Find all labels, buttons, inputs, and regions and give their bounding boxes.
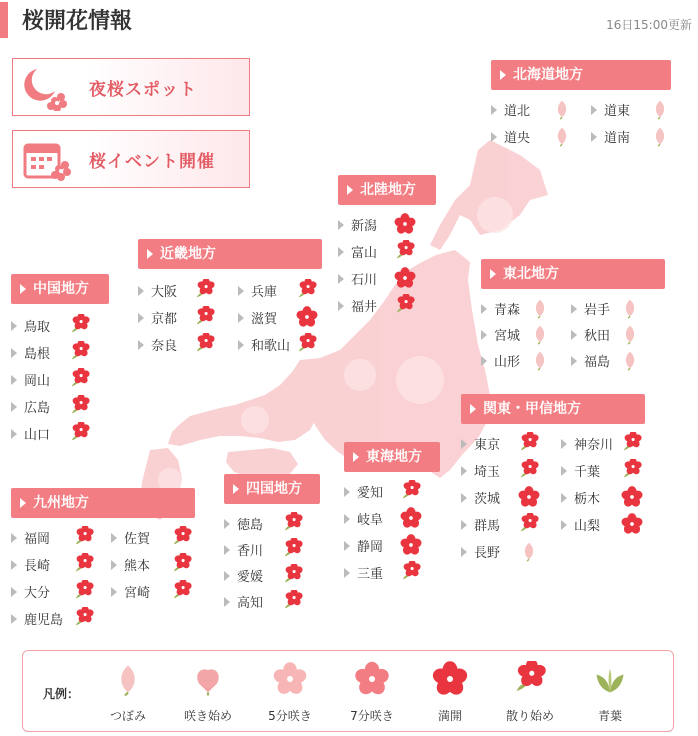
- pref-item[interactable]: 福島: [571, 349, 651, 375]
- pref-item[interactable]: 京都: [138, 306, 228, 332]
- arrow-icon: [344, 568, 350, 578]
- legend-item: [415, 661, 485, 727]
- pref-item[interactable]: 山梨: [561, 513, 645, 539]
- region-hokuriku: [338, 175, 436, 325]
- arrow-icon: [338, 220, 344, 230]
- arrow-icon: [491, 132, 497, 142]
- arrow-icon: [111, 533, 117, 543]
- legend-label: 散り始め: [505, 709, 554, 723]
- sakura-event-button[interactable]: [12, 130, 250, 188]
- pref-item[interactable]: 鹿児島: [11, 607, 103, 633]
- arrow-right-icon: [490, 269, 496, 279]
- arrow-icon: [238, 340, 244, 350]
- pref-item[interactable]: 神奈川: [561, 432, 645, 458]
- falling-blossom-icon: [194, 306, 216, 328]
- pref-item[interactable]: 徳島: [224, 512, 314, 538]
- bud-icon: [110, 661, 146, 697]
- falling-blossom-icon: [194, 279, 216, 301]
- pref-item[interactable]: 新潟: [338, 213, 428, 239]
- arrow-icon: [338, 301, 344, 311]
- pref-item[interactable]: 香川: [224, 538, 314, 564]
- falling-blossom-icon: [69, 422, 91, 444]
- falling-blossom-icon: [296, 333, 318, 355]
- arrow-icon: [11, 321, 17, 331]
- arrow-icon: [344, 487, 350, 497]
- pref-item[interactable]: 東京: [461, 432, 551, 458]
- pref-item[interactable]: 愛媛: [224, 564, 314, 590]
- region-kinki: [138, 239, 322, 359]
- arrow-right-icon: [233, 484, 239, 494]
- arrow-icon: [491, 105, 497, 115]
- sakura-event-label: 桜イベント開催: [89, 152, 215, 172]
- falling-blossom-icon: [73, 553, 95, 575]
- pref-item[interactable]: 和歌山: [238, 333, 322, 359]
- falling-blossom-icon: [394, 240, 416, 262]
- falling-blossom-icon: [171, 580, 193, 602]
- arrow-icon: [111, 587, 117, 597]
- full-bloom-icon: [432, 661, 468, 697]
- arrow-icon: [461, 520, 467, 530]
- falling-blossom-icon: [69, 314, 91, 336]
- arrow-icon: [561, 520, 567, 530]
- arrow-icon: [238, 286, 244, 296]
- falling-blossom-icon: [171, 526, 193, 548]
- arrow-icon: [11, 560, 17, 570]
- pref-item[interactable]: 道北: [491, 98, 571, 124]
- legend-label: 5分咲き: [268, 709, 312, 723]
- arrow-icon: [11, 533, 17, 543]
- falling-blossom-icon: [282, 538, 304, 560]
- pref-item[interactable]: 千葉: [561, 459, 645, 485]
- bud-icon: [619, 349, 641, 371]
- full-bloom-icon: [518, 486, 540, 508]
- arrow-icon: [11, 614, 17, 624]
- region-tohoku: [481, 259, 665, 379]
- legend-title: 凡例：: [43, 687, 80, 701]
- pref-item[interactable]: 秋田: [571, 323, 651, 349]
- falling-blossom-icon: [171, 553, 193, 575]
- full-bloom-icon: [621, 513, 643, 535]
- region-header-tohoku[interactable]: 東北地方: [481, 259, 665, 289]
- legend-item: [337, 661, 407, 727]
- pref-item[interactable]: 熊本: [111, 553, 195, 579]
- pref-item[interactable]: 青森: [481, 297, 561, 323]
- legend-label: 満開: [437, 709, 462, 723]
- full-bloom-icon: [400, 534, 422, 556]
- night-sakura-spot-label: 夜桜スポット: [89, 80, 197, 100]
- legend-label: 青葉: [597, 709, 622, 723]
- arrow-icon: [138, 286, 144, 296]
- full-bloom-icon: [296, 306, 318, 328]
- arrow-icon: [481, 356, 487, 366]
- region-header-kyushu[interactable]: 九州地方: [11, 488, 195, 518]
- legend-item: [255, 661, 325, 727]
- pref-item[interactable]: 佐賀: [111, 526, 195, 552]
- pref-item[interactable]: 山形: [481, 349, 561, 375]
- arrow-icon: [138, 313, 144, 323]
- arrow-right-icon: [500, 70, 506, 80]
- legend-item: [495, 661, 565, 727]
- pref-item[interactable]: 広島: [11, 395, 101, 421]
- arrow-icon: [344, 541, 350, 551]
- bud-icon: [619, 323, 641, 345]
- legend-item: [93, 661, 163, 727]
- arrow-icon: [561, 493, 567, 503]
- arrow-icon: [461, 547, 467, 557]
- falling-blossom-icon: [282, 512, 304, 534]
- full-bloom-icon: [621, 486, 643, 508]
- arrow-right-icon: [470, 404, 476, 414]
- pref-item[interactable]: 大分: [11, 580, 103, 606]
- pref-item[interactable]: 道東: [591, 98, 671, 124]
- falling-blossom-icon: [518, 459, 540, 481]
- region-header-hokuriku[interactable]: 北陸地方: [338, 175, 436, 205]
- arrow-right-icon: [353, 452, 359, 462]
- arrow-icon: [11, 429, 17, 439]
- calendar-blossom-icon: [21, 137, 73, 183]
- full-bloom-icon: [400, 507, 422, 529]
- pref-item[interactable]: 埼玉: [461, 459, 551, 485]
- legend-label: 7分咲き: [350, 709, 394, 723]
- arrow-icon: [224, 597, 230, 607]
- falling-blossom-icon: [73, 607, 95, 629]
- bud-icon: [529, 349, 551, 371]
- falling-blossom-icon: [394, 294, 416, 316]
- falling-blossom-icon: [73, 580, 95, 602]
- bud-icon: [649, 125, 671, 147]
- falling-blossom-icon: [282, 590, 304, 612]
- arrow-icon: [561, 439, 567, 449]
- night-sakura-spot-button[interactable]: [12, 58, 250, 116]
- pref-item[interactable]: 兵庫: [238, 279, 322, 305]
- pref-item[interactable]: 茨城: [461, 486, 551, 512]
- update-time: 16日15:00更新: [606, 18, 692, 32]
- half-bloom-icon: [272, 661, 308, 697]
- region-shikoku: [224, 474, 320, 624]
- falling-blossom-icon: [400, 561, 422, 583]
- falling-blossom-icon: [69, 395, 91, 417]
- pref-item[interactable]: 岩手: [571, 297, 651, 323]
- falling-blossom-icon: [282, 564, 304, 586]
- full-bloom-icon: [394, 213, 416, 235]
- falling-blossom-icon: [518, 432, 540, 454]
- pref-item[interactable]: 宮崎: [111, 580, 195, 606]
- arrow-icon: [138, 340, 144, 350]
- pref-item[interactable]: 長崎: [11, 553, 103, 579]
- bud-icon: [551, 98, 573, 120]
- falling-blossom-icon: [69, 341, 91, 363]
- region-chugoku: [11, 274, 109, 454]
- pref-item[interactable]: 滋賀: [238, 306, 322, 332]
- falling-blossom-icon: [194, 333, 216, 355]
- falling-blossom-icon: [512, 661, 548, 697]
- region-kanto: [461, 394, 645, 574]
- legend-item: [173, 661, 243, 727]
- region-header-tokai[interactable]: 東海地方: [344, 442, 440, 472]
- falling-blossom-icon: [621, 459, 643, 481]
- falling-blossom-icon: [621, 432, 643, 454]
- region-header-kinki[interactable]: 近畿地方: [138, 239, 322, 269]
- pref-item[interactable]: 島根: [11, 341, 101, 367]
- pref-item[interactable]: 山口: [11, 422, 101, 448]
- region-kyushu: [11, 488, 195, 638]
- arrow-icon: [11, 348, 17, 358]
- bud-icon: [551, 125, 573, 147]
- pref-item[interactable]: 鳥取: [11, 314, 101, 340]
- bud-icon: [619, 297, 641, 319]
- arrow-icon: [338, 247, 344, 257]
- falling-blossom-icon: [518, 513, 540, 535]
- region-hokkaido: [491, 60, 671, 150]
- region-header-kanto[interactable]: 関東・甲信地方: [461, 394, 645, 424]
- arrow-right-icon: [20, 498, 26, 508]
- region-header-hokkaido[interactable]: 北海道地方: [491, 60, 671, 90]
- pref-item[interactable]: 奈良: [138, 333, 228, 359]
- arrow-icon: [11, 587, 17, 597]
- page-title: 桜開花情報: [22, 9, 133, 34]
- arrow-icon: [591, 132, 597, 142]
- pref-item[interactable]: 高知: [224, 590, 314, 616]
- arrow-icon: [224, 545, 230, 555]
- pref-item[interactable]: 三重: [344, 561, 434, 587]
- falling-blossom-icon: [296, 279, 318, 301]
- arrow-icon: [481, 304, 487, 314]
- pref-item[interactable]: 長野: [461, 540, 551, 566]
- legend-label: つぼみ: [109, 709, 146, 723]
- bud-icon: [529, 297, 551, 319]
- legend-item: [575, 661, 645, 727]
- arrow-icon: [591, 105, 597, 115]
- arrow-icon: [481, 330, 487, 340]
- pref-item[interactable]: 富山: [338, 240, 428, 266]
- pref-item[interactable]: 岡山: [11, 368, 101, 394]
- arrow-right-icon: [147, 249, 153, 259]
- arrow-icon: [571, 356, 577, 366]
- arrow-icon: [11, 402, 17, 412]
- arrow-icon: [461, 466, 467, 476]
- arrow-icon: [238, 313, 244, 323]
- arrow-right-icon: [20, 284, 26, 294]
- arrow-right-icon: [347, 185, 353, 195]
- pref-item[interactable]: 栃木: [561, 486, 645, 512]
- arrow-icon: [571, 304, 577, 314]
- full-bloom-icon: [394, 267, 416, 289]
- bud-icon: [529, 323, 551, 345]
- pref-item[interactable]: 愛知: [344, 480, 434, 506]
- pref-item[interactable]: 道央: [491, 125, 571, 151]
- pref-item[interactable]: 群馬: [461, 513, 551, 539]
- falling-blossom-icon: [69, 368, 91, 390]
- pref-item[interactable]: 福岡: [11, 526, 103, 552]
- opening-bud-icon: [190, 661, 226, 697]
- falling-blossom-icon: [400, 480, 422, 502]
- arrow-icon: [338, 274, 344, 284]
- region-header-chugoku[interactable]: 中国地方: [11, 274, 109, 304]
- green-leaf-icon: [592, 661, 628, 697]
- falling-blossom-icon: [73, 526, 95, 548]
- legend-label: 咲き始め: [183, 709, 232, 723]
- arrow-icon: [571, 330, 577, 340]
- arrow-icon: [11, 375, 17, 385]
- pref-item[interactable]: 岐阜: [344, 507, 434, 533]
- arrow-icon: [461, 439, 467, 449]
- legend: [22, 650, 674, 732]
- pref-item[interactable]: 福井: [338, 294, 428, 320]
- crescent-moon-blossom-icon: [21, 65, 73, 111]
- arrow-icon: [224, 571, 230, 581]
- arrow-icon: [461, 493, 467, 503]
- seventy-bloom-icon: [354, 661, 390, 697]
- arrow-icon: [224, 519, 230, 529]
- arrow-icon: [561, 466, 567, 476]
- pref-item[interactable]: 大阪: [138, 279, 228, 305]
- bud-icon: [518, 540, 540, 562]
- region-tokai: [344, 442, 440, 592]
- bud-icon: [649, 98, 671, 120]
- pref-item[interactable]: 静岡: [344, 534, 434, 560]
- region-header-shikoku[interactable]: 四国地方: [224, 474, 320, 504]
- arrow-icon: [111, 560, 117, 570]
- pref-item[interactable]: 石川: [338, 267, 428, 293]
- pref-item[interactable]: 道南: [591, 125, 671, 151]
- arrow-icon: [344, 514, 350, 524]
- pref-item[interactable]: 宮城: [481, 323, 561, 349]
